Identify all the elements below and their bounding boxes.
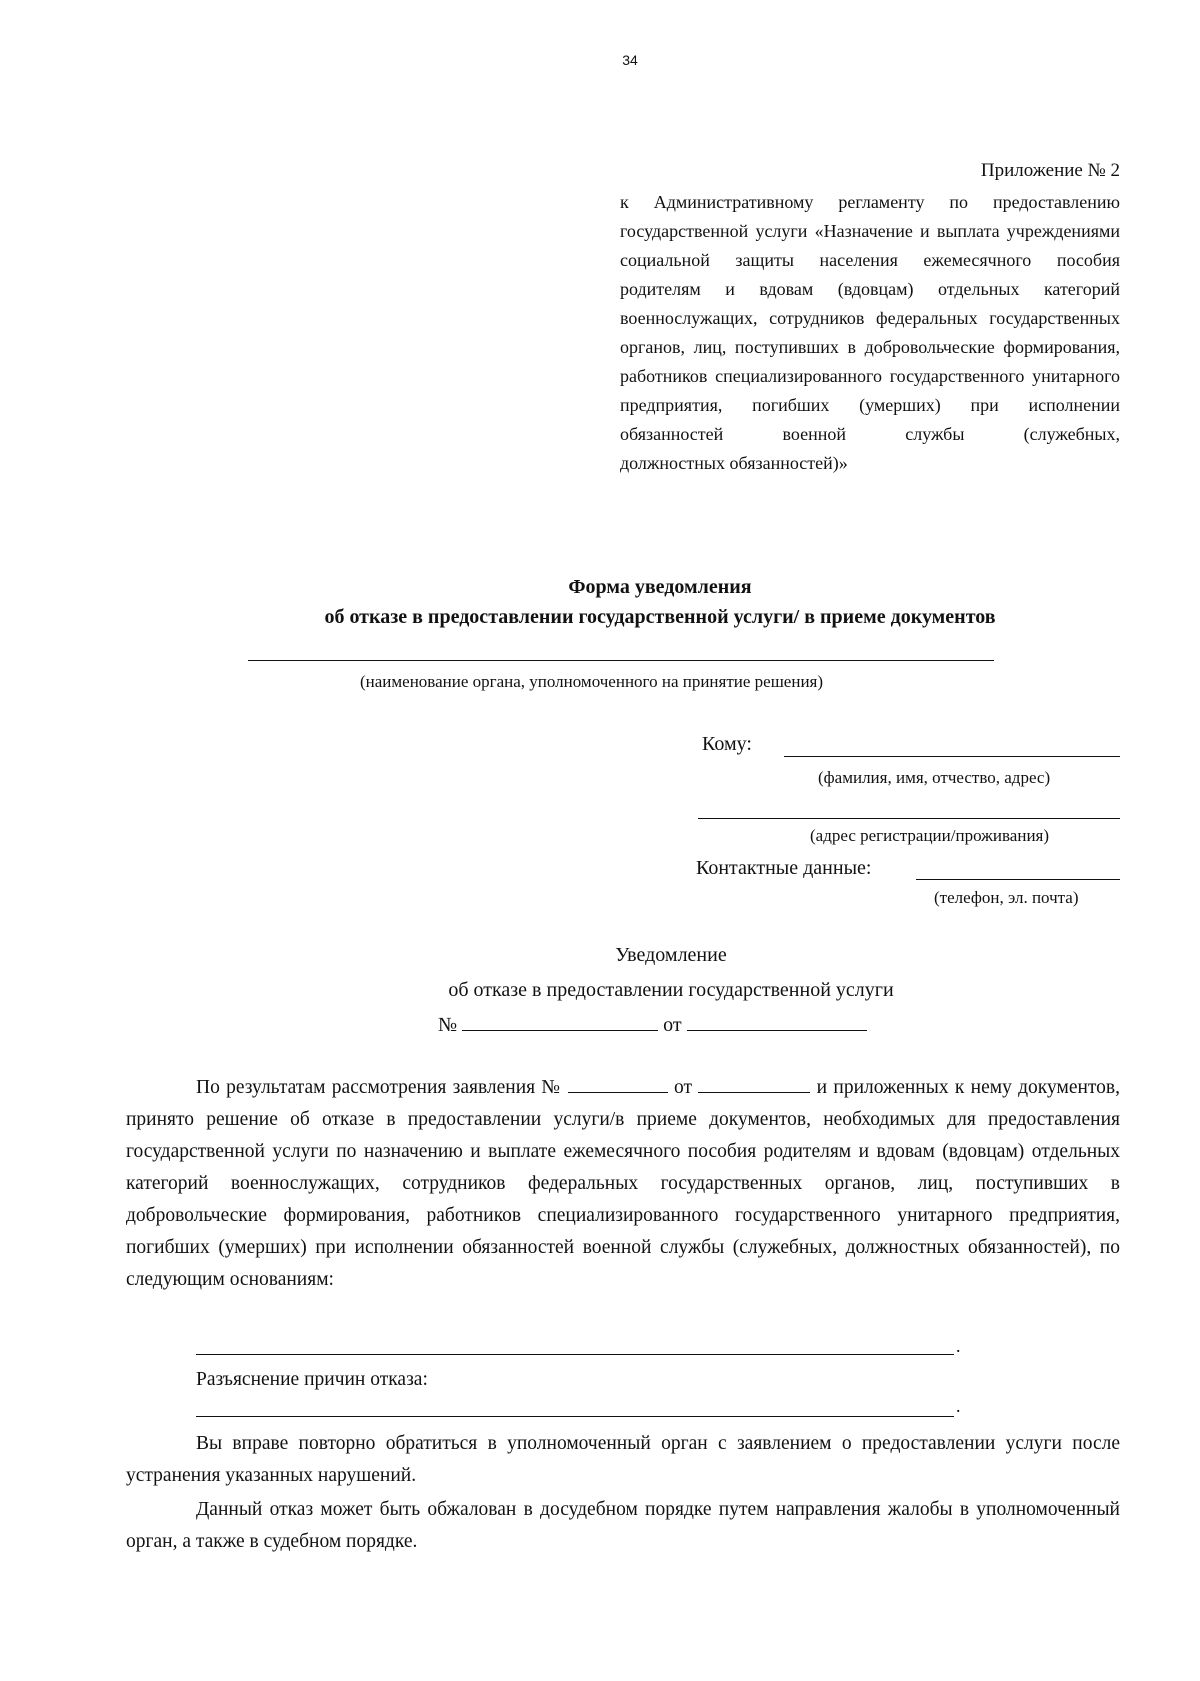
appendix-title: Приложение № 2 bbox=[980, 160, 1120, 181]
page-number: 34 bbox=[622, 52, 638, 68]
notice-date-prefix: от bbox=[663, 1014, 682, 1036]
appeal-paragraph bbox=[126, 1494, 1120, 1558]
authority-line bbox=[248, 660, 994, 661]
form-subtitle: об отказе в предоставлении государственной услуги/ в приеме документов bbox=[324, 606, 996, 628]
application-number-blank bbox=[568, 1074, 668, 1093]
notice-date-blank bbox=[687, 1010, 867, 1031]
contacts-caption: (телефон, эл. почта) bbox=[934, 888, 1079, 907]
to-line bbox=[784, 756, 1120, 757]
explanation-label bbox=[126, 1364, 1120, 1396]
reapply-text: Вы вправе повторно обратиться в уполномоченный орган с заявлением о предоставлении услуги после устранения указанных нарушений. bbox=[126, 1433, 1120, 1486]
decision-from: от bbox=[674, 1077, 693, 1098]
contacts-line bbox=[916, 879, 1120, 880]
notice-subtitle: об отказе в предоставлении государственной услуги bbox=[448, 979, 894, 1001]
decision-start: По результатам рассмотрения заявления № bbox=[196, 1077, 562, 1098]
appendix-body-last: должностных обязанностей)» bbox=[620, 453, 848, 473]
address-caption: (адрес регистрации/проживания) bbox=[810, 826, 1050, 845]
application-date-blank bbox=[698, 1074, 810, 1093]
form-title: Форма уведомления bbox=[568, 576, 752, 598]
explanation-line bbox=[196, 1416, 954, 1417]
notice-title: Уведомление bbox=[615, 944, 727, 966]
reapply-paragraph bbox=[126, 1428, 1120, 1492]
decision-rest: и приложенных к нему документов, принято решение об отказе в предоставлении услуги/в приеме документов, необходимых для предоставления государственной услуги по назначению и выплате ежемесячного пособия родителям и вдовам (вдовцам) отдельных категорий военнослужащих, сотрудников федеральных государственных органов, лиц, поступивших в добровольческие формирования, работников специализированного государственного унитарного предприятия, погибших (умерших) при исполнении обязанностей военной службы (служебных, должностных обязанностей), по следующим основаниям: bbox=[126, 1077, 1121, 1290]
contacts-label: Контактные данные: bbox=[696, 857, 872, 879]
reasons-line bbox=[196, 1354, 954, 1355]
reasons-line-end: . bbox=[956, 1336, 961, 1356]
decision-paragraph bbox=[126, 1072, 1120, 1296]
name-caption: (фамилия, имя, отчество, адрес) bbox=[818, 768, 1051, 787]
appendix-body-text: к Административному регламенту по предоставлению государственной услуги «Назначение и выплата учреждениями социальной защиты населения ежемесячного пособия родителям и вдовам (вдовцам) отдельных категорий военнослужащих, сотрудников федеральных государственных органов, лиц, поступивших в добровольческие формирования, работников специализированного государственного унитарного предприятия, погибших (умерших) при исполнении обязанностей военной службы (служебных, bbox=[620, 192, 1120, 444]
notice-number-prefix: № bbox=[438, 1014, 458, 1036]
explanation-line-end: . bbox=[956, 1396, 961, 1416]
address-line bbox=[698, 818, 1120, 819]
authority-caption: (наименование органа, уполномоченного на принятие решения) bbox=[360, 672, 824, 691]
notice-number-blank bbox=[462, 1010, 658, 1031]
to-label: Кому: bbox=[702, 733, 752, 755]
appendix-body bbox=[620, 188, 1120, 478]
notice-number-line bbox=[438, 1010, 867, 1037]
explanation-label-text: Разъяснение причин отказа: bbox=[196, 1369, 428, 1390]
appeal-text: Данный отказ может быть обжалован в досудебном порядке путем направления жалобы в уполномоченный орган, а также в судебном порядке. bbox=[126, 1499, 1120, 1552]
